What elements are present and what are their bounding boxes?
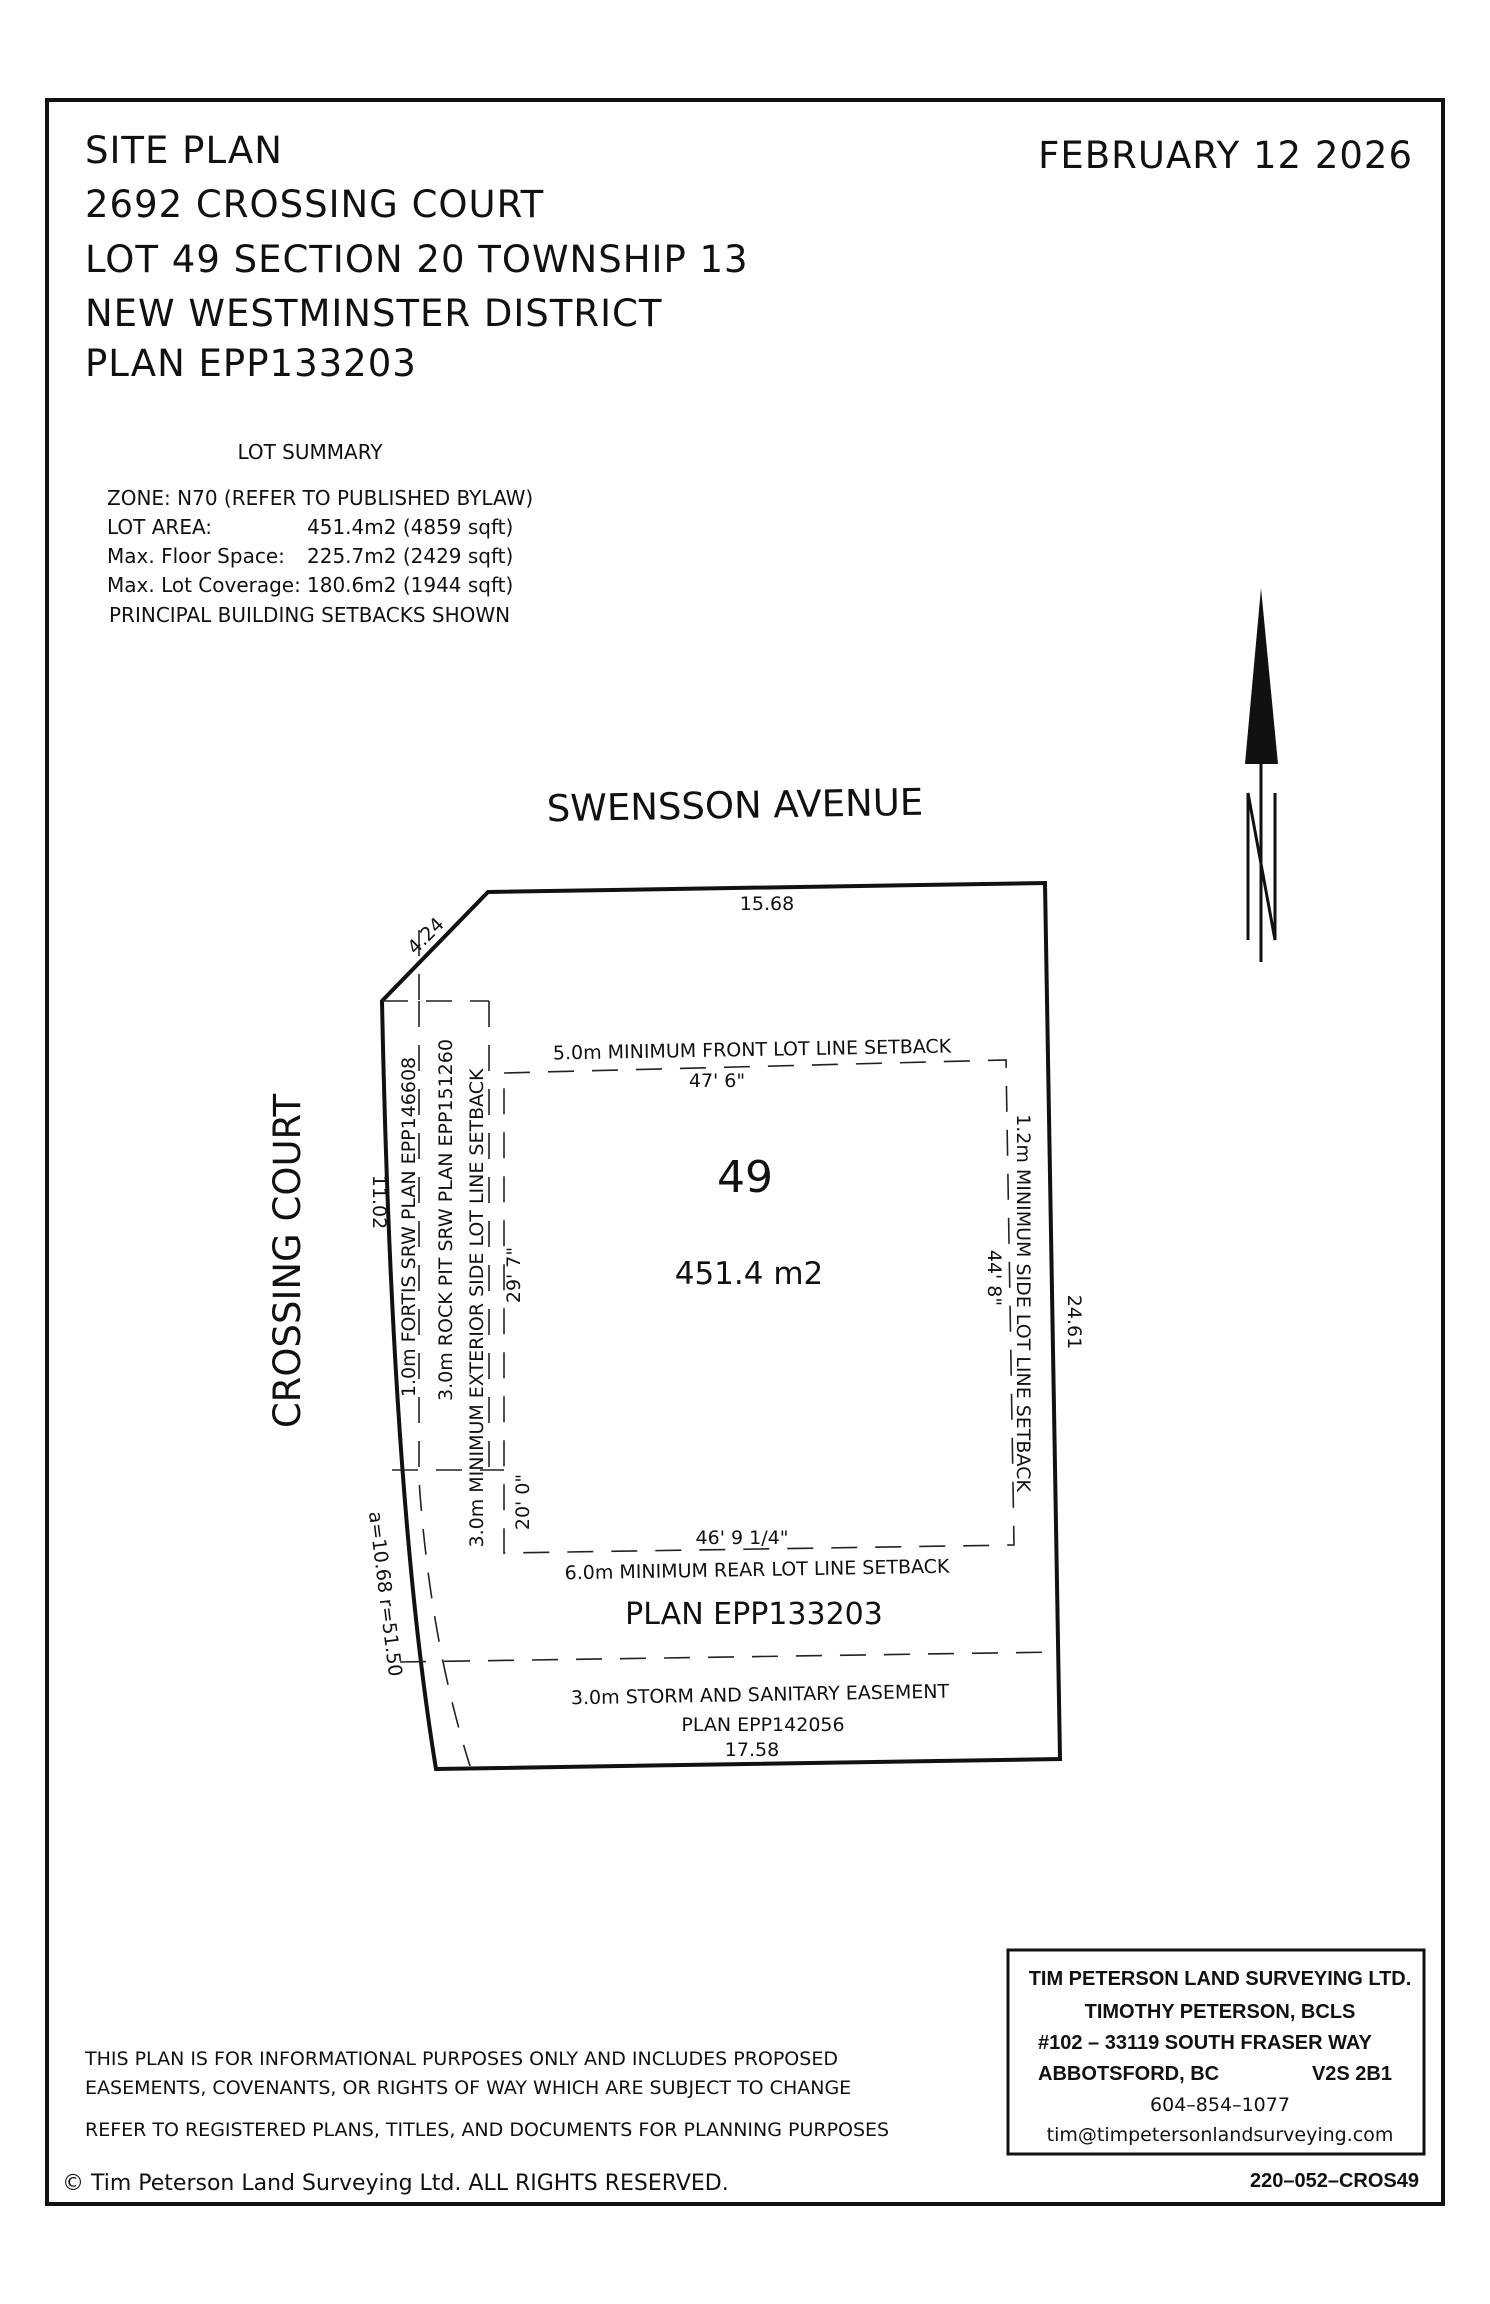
plan-label: PLAN EPP133203 xyxy=(625,1597,883,1632)
note-line: REFER TO REGISTERED PLANS, TITLES, AND DOCUMENTS FOR PLANNING PURPOSES xyxy=(85,2119,890,2141)
building-setback-envelope xyxy=(504,1060,1014,1553)
title-line: SITE PLAN xyxy=(85,129,283,172)
date: FEBRUARY 12 2026 xyxy=(1038,134,1413,177)
dim-west: 11.02 xyxy=(368,1174,390,1230)
note-line: EASEMENTS, COVENANTS, OR RIGHTS OF WAY WHICH ARE SUBJECT TO CHANGE xyxy=(85,2077,852,2099)
plan-line: PLAN EPP133203 xyxy=(85,342,417,385)
company-postal: V2S 2B1 xyxy=(1311,2063,1392,2085)
drawing-number: 220–052–CROS49 xyxy=(1249,2170,1419,2192)
rockpit-srw-label: 3.0m ROCK PIT SRW PLAN EPP151260 xyxy=(435,1039,457,1401)
summary-value: 180.6m2 (1944 sqft) xyxy=(307,573,514,597)
company-address: #102 – 33119 SOUTH FRASER WAY xyxy=(1038,2032,1372,2054)
side-setback-dim: 44' 8" xyxy=(983,1249,1005,1307)
zone-text: ZONE: N70 (REFER TO PUBLISHED BYLAW) xyxy=(107,486,534,510)
north-arrow-icon xyxy=(1245,588,1278,962)
exterior-setback-label: 3.0m MINIMUM EXTERIOR SIDE LOT LINE SETBACK xyxy=(466,1068,488,1548)
dim-corner: 4.24 xyxy=(403,913,449,959)
lot-number: 49 xyxy=(717,1152,773,1203)
summary-label: Max. Floor Space: xyxy=(107,544,285,568)
summary-value: 451.4m2 (4859 sqft) xyxy=(307,515,514,539)
lot-area: 451.4 m2 xyxy=(674,1256,824,1292)
exterior-setback-dim-2: 20' 0" xyxy=(512,1473,534,1531)
rear-setback-dim: 46' 9 1/4" xyxy=(695,1527,789,1549)
street-west: CROSSING COURT xyxy=(266,1093,309,1429)
fortis-srw-label: 1.0m FORTIS SRW PLAN EPP146608 xyxy=(398,1056,420,1398)
company-person: TIMOTHY PETERSON, BCLS xyxy=(1084,2001,1356,2023)
note-line: THIS PLAN IS FOR INFORMATIONAL PURPOSES ONLY AND INCLUDES PROPOSED xyxy=(85,2048,838,2070)
copyright: © Tim Peterson Land Surveying Ltd. ALL RIGHTS RESERVED. xyxy=(62,2171,729,2196)
summary-label: Max. Lot Coverage: xyxy=(107,573,301,597)
storm-easement-label: 3.0m STORM AND SANITARY EASEMENT xyxy=(570,1680,950,1710)
summary-label: LOT AREA: xyxy=(107,515,213,539)
rear-setback-label: 6.0m MINIMUM REAR LOT LINE SETBACK xyxy=(564,1555,950,1585)
front-setback-label: 5.0m MINIMUM FRONT LOT LINE SETBACK xyxy=(552,1035,952,1065)
storm-easement-plan: PLAN EPP142056 xyxy=(681,1714,845,1736)
dim-east: 24.61 xyxy=(1063,1294,1085,1350)
company-phone: 604–854–1077 xyxy=(1150,2094,1290,2116)
exterior-setback-dim: 29' 7" xyxy=(503,1246,525,1304)
dim-south: 17.58 xyxy=(724,1739,780,1761)
company-email[interactable]: tim@timpetersonlandsurveying.com xyxy=(1046,2124,1394,2146)
district-line: NEW WESTMINSTER DISTRICT xyxy=(85,292,663,335)
company-city: ABBOTSFORD, BC xyxy=(1038,2063,1220,2085)
summary-footer: PRINCIPAL BUILDING SETBACKS SHOWN xyxy=(109,603,511,627)
street-north: SWENSSON AVENUE xyxy=(546,780,924,831)
summary-value: 225.7m2 (2429 sqft) xyxy=(307,544,514,568)
lot-summary-title: LOT SUMMARY xyxy=(237,440,383,464)
legal-line: LOT 49 SECTION 20 TOWNSHIP 13 xyxy=(85,238,749,281)
dim-north: 15.68 xyxy=(739,893,795,915)
company-name: TIM PETERSON LAND SURVEYING LTD. xyxy=(1028,1968,1412,1990)
dim-curve: a=10.68 r=51.50 xyxy=(363,1510,407,1678)
side-setback-label: 1.2m MINIMUM SIDE LOT LINE SETBACK xyxy=(1012,1114,1034,1492)
front-setback-dim: 47' 6" xyxy=(688,1070,746,1092)
storm-easement-line xyxy=(400,1652,1058,1662)
address-line: 2692 CROSSING COURT xyxy=(85,183,545,226)
